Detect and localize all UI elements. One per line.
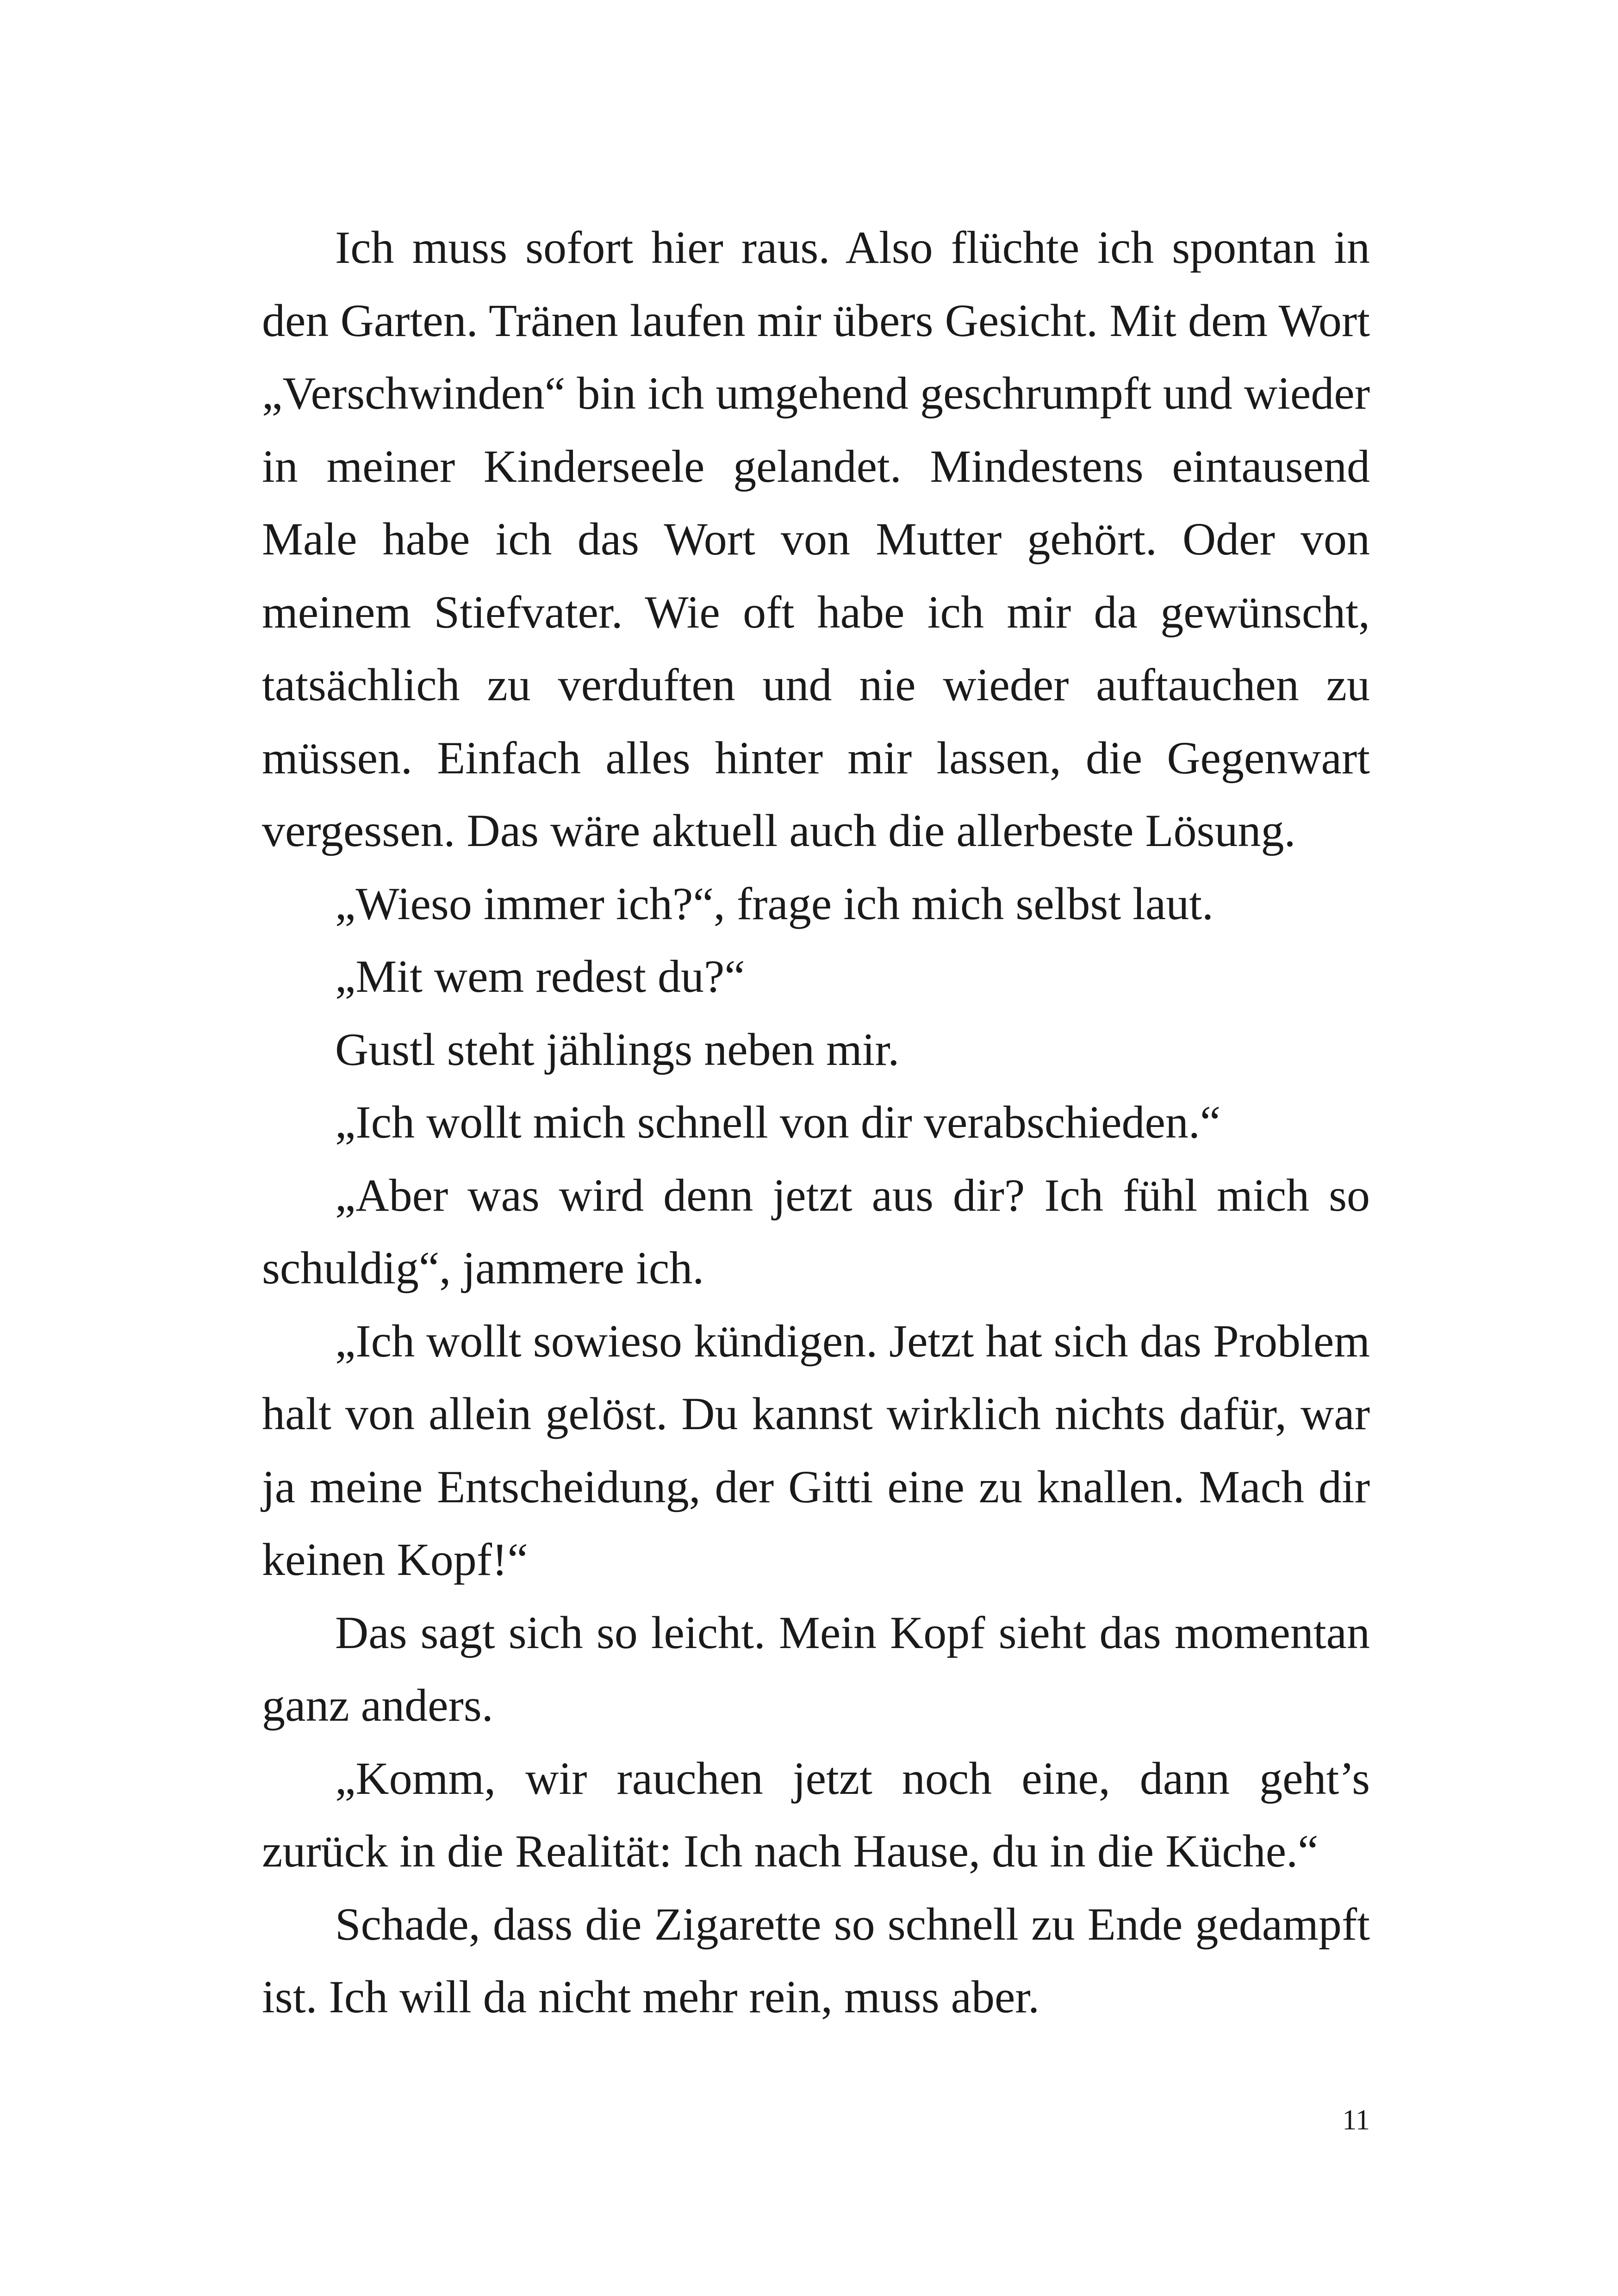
paragraph: Gustl steht jählings neben mir. (335, 1023, 900, 1075)
paragraph: „Ich wollt sowieso kündigen. Jetzt hat sich das Problem halt von allein gelöst. Du kannst wirklich nichts dafür, war ja meine Entscheidung, der Gitti eine zu knallen. Mach dir keinen Kopf!“ (262, 1315, 1370, 1585)
paragraph: Schade, dass die Zigarette so schnell zu Ende gedampft ist. Ich will da nicht mehr rein, muss aber. (262, 1898, 1370, 2022)
paragraph: „Wieso immer ich?“, frage ich mich selbst laut. (335, 877, 1214, 929)
page-number: 11 (1342, 2104, 1370, 2136)
body-text (262, 211, 1370, 2034)
paragraph: „Komm, wir rauchen jetzt noch eine, dann geht’s zurück in die Realität: Ich nach Hause, du in die Küche.“ (262, 1752, 1370, 1877)
paragraph: „Aber was wird denn jetzt aus dir? Ich fühl mich so schuldig“, jammere ich. (262, 1169, 1370, 1294)
paragraph: Das sagt sich so leicht. Mein Kopf sieht das momentan ganz anders. (262, 1606, 1370, 1731)
paragraph: „Mit wem redest du?“ (335, 951, 745, 1002)
paragraph: Ich muss sofort hier raus. Also flüchte ich spontan in den Garten. Tränen laufen mir übers Gesicht. Mit dem Wort „Verschwinden“ bin ich umgehend geschrumpft und wieder in meiner Kinderseele gelandet. Mindestens eintausend Male habe ich das Wort von Mutter gehört. Oder von meinem Stiefvater. Wie oft habe ich mir da gewünscht, tatsächlich zu verduften und nie wieder auftauchen zu müssen. Einfach alles hinter mir lassen, die Gegenwart vergessen. Das wäre aktuell auch die allerbeste Lösung. (262, 222, 1370, 856)
paragraph: „Ich wollt mich schnell von dir verabschieden.“ (335, 1096, 1221, 1148)
